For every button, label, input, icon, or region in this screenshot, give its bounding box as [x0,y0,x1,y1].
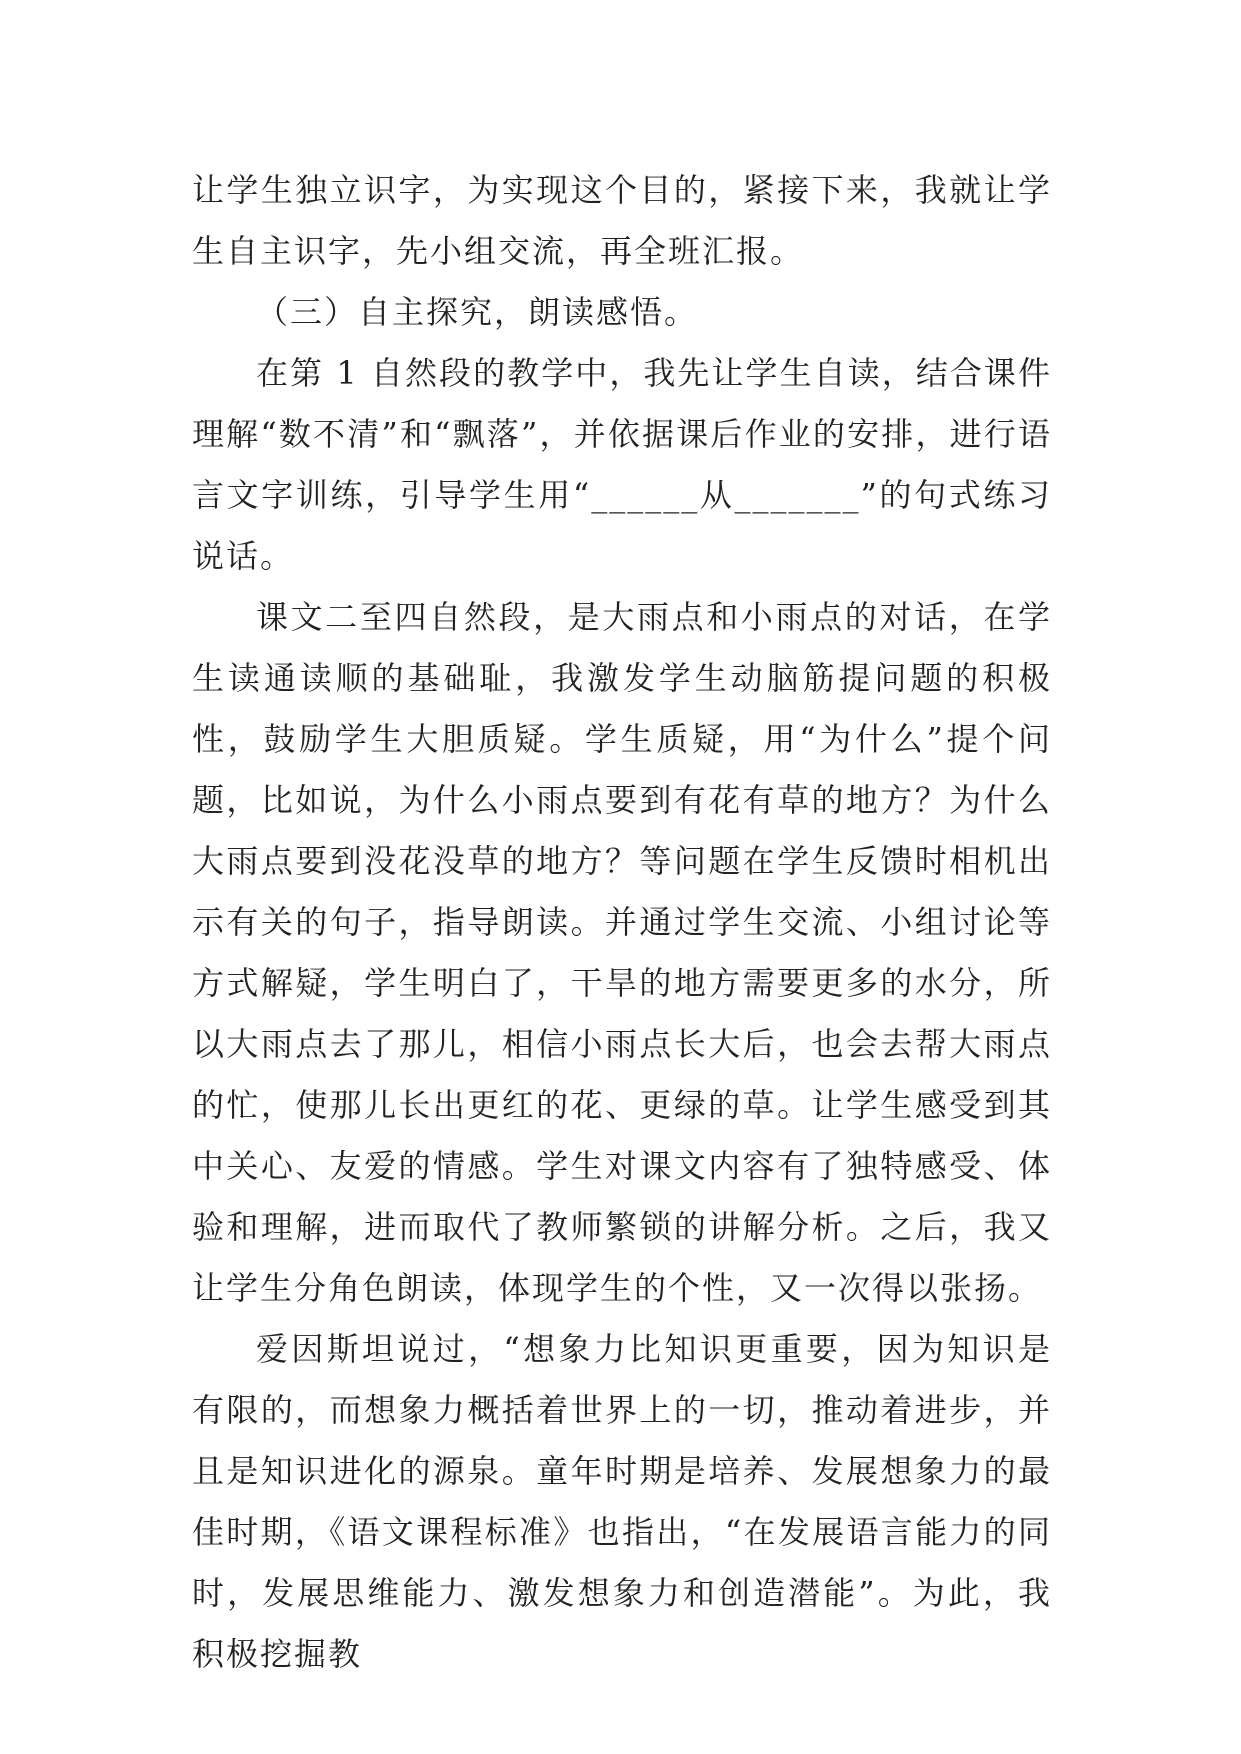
section-heading-3: （三）自主探究，朗读感悟。 [256,293,699,331]
paragraph-first-section: 在第 1 自然段的教学中，我先让学生自读，结合课件理解“数不清”和“飘落”，并依据课后作业的安排，进行语言文字训练，引导学生用“______从_______”的句式练习说话。 [192,354,1052,575]
paragraph-dialogue-sections: 课文二至四自然段，是大雨点和小雨点的对话，在学生读通读顺的基础耻，我激发学生动脑筋提问题的积极性，鼓励学生大胆质疑。学生质疑，用“为什么”提个问题，比如说，为什么小雨点要到有花有草的地方？为什么大雨点要到没花没草的地方？等问题在学生反馈时相机出示有关的句子，指导朗读。并通过学生交流、小组讨论等方式解疑，学生明白了，干旱的地方需要更多的水分，所以大雨点去了那儿，相信小雨点长大后，也会去帮大雨点的忙，使那儿长出更红的花、更绿的草。让学生感受到其中关心、友爱的情感。学生对课文内容有了独特感受、体验和理解，进而取代了教师繁锁的讲解分析。之后，我又让学生分角色朗读，体现学生的个性，又一次得以张扬。 [192,598,1052,1307]
body-text [192,160,1052,1685]
paragraph-einstein-quote: 爱因斯坦说过，“想象力比知识更重要，因为知识是有限的，而想象力概括着世界上的一切，推动着进步，并且是知识进化的源泉。童年时期是培养、发展想象力的最佳时期，《语文课程标准》也指出，“在发展语言能力的同时，发展思维能力、激发想象力和创造潜能”。为此，我积极挖掘教 [192,1330,1052,1673]
paragraph-continuation: 让学生独立识字，为实现这个目的，紧接下来，我就让学生自主识字，先小组交流，再全班汇报。 [192,171,1052,270]
